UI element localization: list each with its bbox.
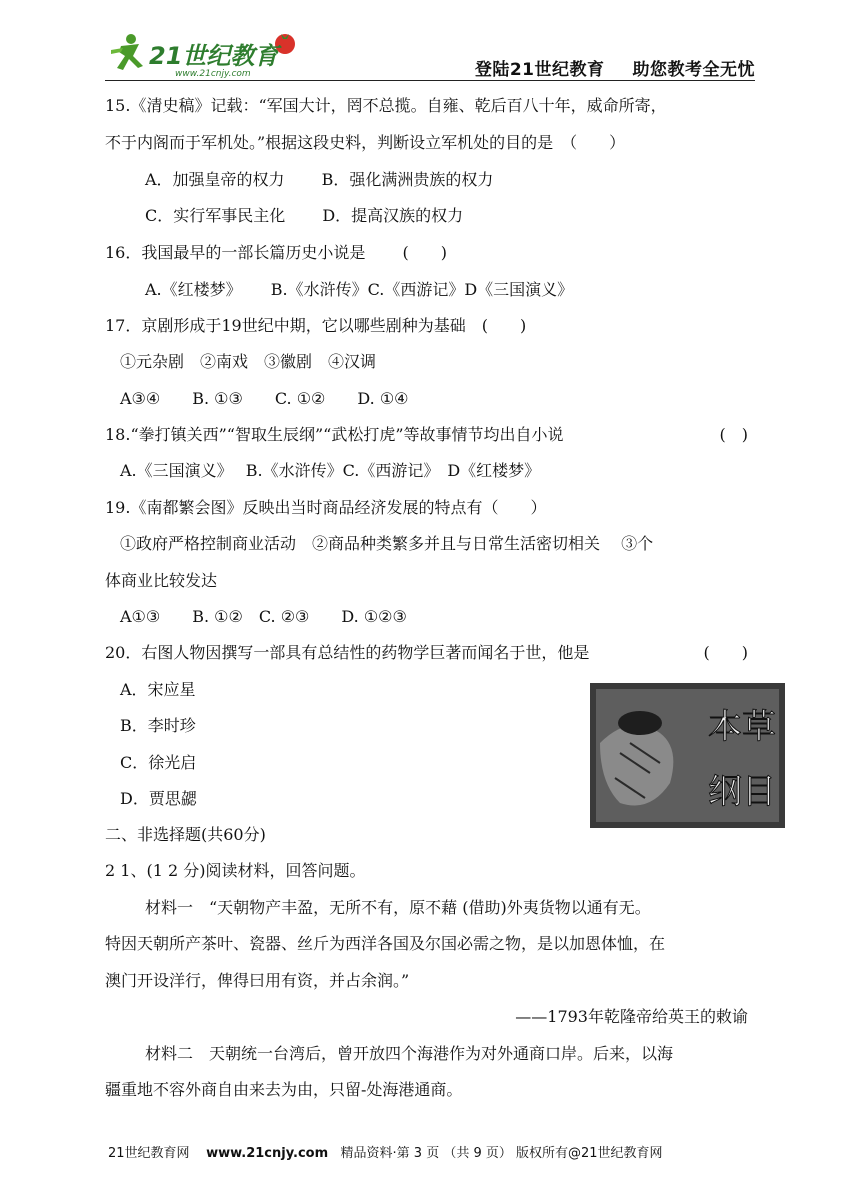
q19-items-line1: ①政府严格控制商业活动 ②商品种类繁多并且与日常生活密切相关 ③个 [120,534,654,553]
footer-url[interactable]: www.21cnjy.com [206,1146,329,1161]
header-slogan [475,55,755,80]
page-footer [108,1142,663,1161]
q20-stem: 20．右图人物因撰写一部具有总结性的药物学巨著而闻名于世，他是 [105,643,590,662]
q19-options: A①③ B. ①② C. ②③ D. ①②③ [120,607,407,626]
material2-line1: 材料二 天朝统一台湾后，曾开放四个海港作为对外通商口岸。后来，以海 [145,1044,674,1063]
q17-options: A③④ B. ①③ C. ①② D. ①④ [120,389,409,408]
q19-stem: 19.《南都繁会图》反映出当时商品经济发展的特点有（ ） [105,498,547,517]
q20-option-b: B．李时珍 [120,716,196,735]
footer-site-name: 21世纪教育网 [108,1146,190,1161]
q15-line1: 15.《清史稿》记载：“军国大计，罔不总揽。自雍、乾后百八十年，威命所寄， [105,96,667,115]
q17-stem: 17．京剧形成于19世纪中期，它以哪些剧种为基础 ( ) [105,316,527,335]
q18-stem: 18.“拳打镇关西”“智取生辰纲”“武松打虎”等故事情节均出自小说 [105,425,564,444]
material2-line2: 疆重地不容外商自由来去为由，只留-处海港通商。 [105,1080,463,1099]
q16-options: A.《红楼梦》 B.《水浒传》C.《西游记》D《三国演义》 [145,280,574,299]
q17-items: ①元杂剧 ②南戏 ③徽剧 ④汉调 [120,352,377,371]
q20-option-c: C．徐光启 [120,753,197,772]
material1-line3: 澳门开设洋行，俾得曰用有资，并占余润。” [105,971,410,990]
logo-text: 21世纪教育 [149,42,279,70]
q18-options: A.《三国演义》 B.《水浒传》C.《西游记》 D《红楼梦》 [120,461,541,480]
header-divider [105,80,755,81]
logo-url: www.21cnjy.com [175,69,251,79]
page-header [105,30,755,82]
material1-line2: 特因天朝所产茶叶、瓷器、丝斤为西洋各国及尔国必需之物，是以加恩体恤，在 [105,934,666,953]
q20-answer-paren: ( ) [703,643,748,662]
q16-stem: 16．我国最早的一部长篇历史小说是 ( ) [105,243,447,262]
q21-stem: 2 1、(1 2 分)阅读材料，回答问题。 [105,861,366,880]
q20-option-a: A．宋应星 [120,680,196,699]
slogan-right: 助您教考全无忧 [632,60,755,80]
q15-line2: 不于内阁而于军机处。”根据这段史料，判断设立军机处的目的是 （ ） [105,133,626,152]
material1-source: ——1793年乾隆帝给英王的敕谕 [515,1007,748,1026]
material1-line1: 材料一 “天朝物产丰盈，无所不有，原不藉 (借助)外夷货物以通有无。 [145,898,651,917]
slogan-left: 登陆21世纪教育 [474,60,605,80]
q18-answer-paren: ( ) [719,425,748,444]
q15-options-ab: A．加强皇帝的权力 B．强化满洲贵族的权力 [145,170,494,189]
bencao-gangmu-image [590,683,785,828]
q15-options-cd: C．实行军事民主化 D．提高汉族的权力 [145,206,464,225]
section2-title: 二、非选择题(共60分) [105,825,266,844]
site-logo [105,30,305,80]
q19-items-line2: 体商业比较发达 [105,571,218,590]
image-title-line2: 纲目 [708,772,776,812]
image-title-line1: 本草 [708,707,776,747]
q20-option-d: D．贾思勰 [120,789,197,808]
footer-info: 精品资料·第 3 页 （共 9 页） 版权所有@21世纪教育网 [340,1146,663,1161]
